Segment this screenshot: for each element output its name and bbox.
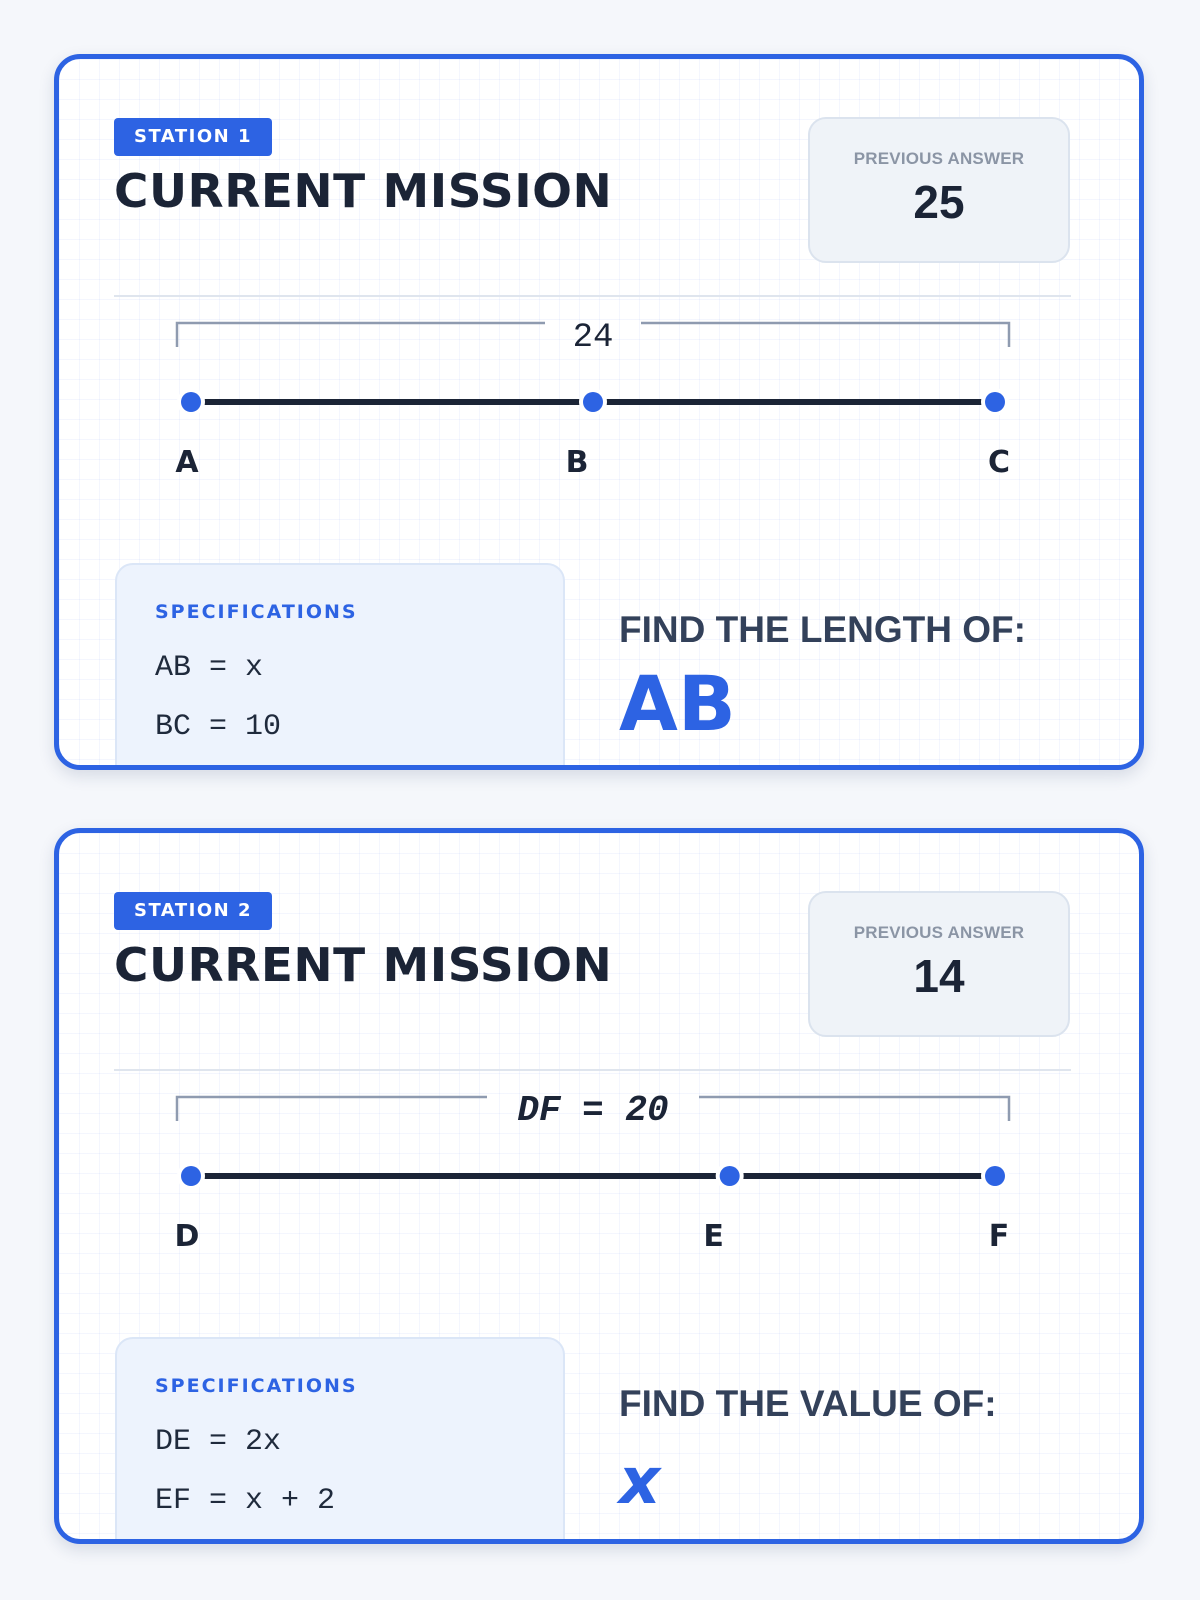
specification-line: BC = 10 bbox=[155, 710, 282, 744]
specification-line: DE = 2x bbox=[155, 1425, 282, 1459]
point-marker bbox=[720, 1166, 740, 1186]
point-label: A bbox=[175, 445, 199, 480]
point-marker bbox=[985, 392, 1005, 412]
previous-answer-value: 14 bbox=[913, 950, 965, 1002]
measure-label: DF = 20 bbox=[517, 1090, 669, 1131]
find-prompt-label: FIND THE VALUE OF: bbox=[619, 1383, 997, 1424]
station-badge: STATION 2 bbox=[114, 892, 272, 930]
specifications-title: SPECIFICATIONS bbox=[155, 1375, 358, 1397]
previous-answer-value: 25 bbox=[913, 176, 965, 228]
specifications-panel bbox=[115, 1337, 565, 1544]
point-marker bbox=[583, 392, 603, 412]
specification-line: EF = x + 2 bbox=[155, 1484, 336, 1518]
mission-title: CURRENT MISSION bbox=[114, 164, 613, 218]
specification-line: AB = x bbox=[155, 651, 264, 685]
point-label: B bbox=[565, 445, 589, 480]
station-card bbox=[54, 54, 1144, 770]
point-marker bbox=[181, 1166, 201, 1186]
measure-label: 24 bbox=[572, 319, 614, 357]
point-marker bbox=[985, 1166, 1005, 1186]
find-prompt-label: FIND THE LENGTH OF: bbox=[619, 609, 1026, 650]
find-target: AB bbox=[619, 659, 736, 748]
previous-answer-label: PREVIOUS ANSWER bbox=[853, 149, 1025, 168]
station-card bbox=[54, 828, 1144, 1544]
point-label: F bbox=[988, 1219, 1010, 1254]
point-marker bbox=[181, 392, 201, 412]
station-badge: STATION 1 bbox=[114, 118, 272, 156]
specifications-title: SPECIFICATIONS bbox=[155, 601, 358, 623]
specifications-panel bbox=[115, 563, 565, 770]
point-label: E bbox=[703, 1219, 724, 1254]
previous-answer-label: PREVIOUS ANSWER bbox=[853, 923, 1025, 942]
point-label: D bbox=[174, 1219, 200, 1254]
mission-title: CURRENT MISSION bbox=[114, 938, 613, 992]
find-target: x bbox=[619, 1445, 661, 1519]
point-label: C bbox=[987, 445, 1011, 480]
